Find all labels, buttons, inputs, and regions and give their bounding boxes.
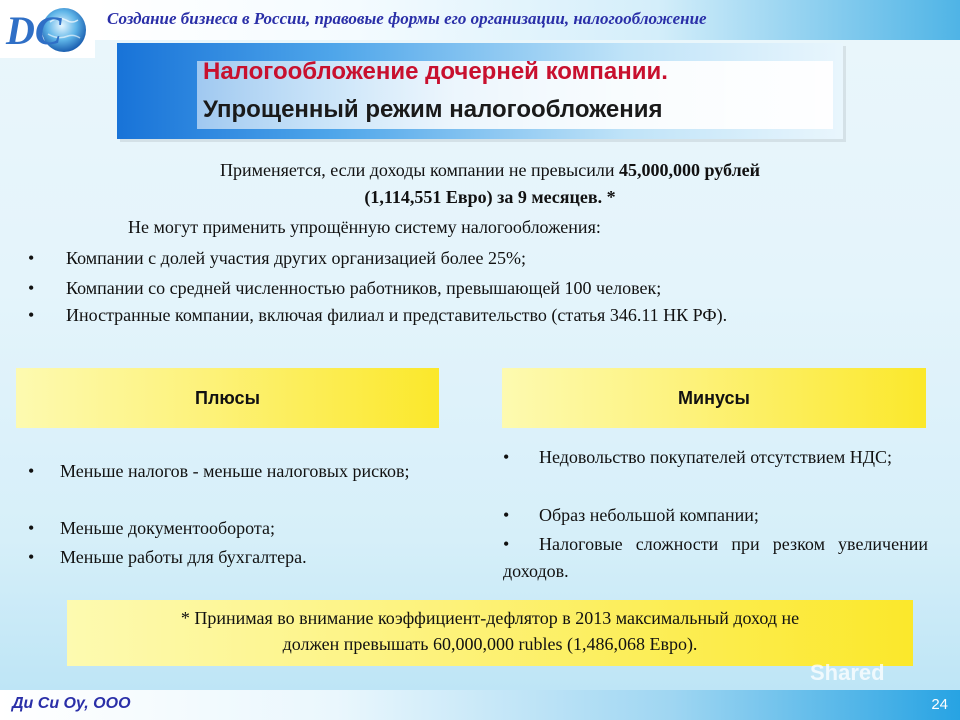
pros-item: • Меньше документооборота;	[28, 518, 275, 538]
footnote-line2: должен превышать 60,000,000 rubles (1,486,068 Евро).	[282, 634, 698, 654]
cons-item: • Образ небольшой компании;	[503, 505, 759, 525]
restriction-heading: Не могут применить упрощённую систему налогообложения:	[128, 217, 601, 237]
list-item: • Компании с долей участия других организацией более 25%;	[28, 248, 526, 268]
slide-title-box	[117, 43, 843, 139]
intro-line2: (1,114,551 Евро) за 9 месяцев. *	[364, 187, 616, 207]
cons-item: • Недовольство покупателей отсутствием НДС;	[503, 447, 893, 467]
list-item: • Компании со средней численностью работников, превышающей 100 человек;	[28, 278, 662, 298]
footnote-line1: * Принимая во внимание коэффициент-дефлятор в 2013 максимальный доход не	[180, 608, 800, 628]
slide-title-line1: Налогообложение дочерней компании.	[203, 58, 668, 85]
slide-title-line2: Упрощенный режим налогообложения	[203, 96, 663, 123]
footer-company: Ди Си Оу, ООО	[12, 695, 131, 712]
company-logo	[0, 0, 95, 58]
cons-item: • Налоговые сложности при резком увеличении доходов.	[503, 534, 928, 581]
pros-header: Плюсы	[16, 368, 439, 428]
intro-line1: Применяется, если доходы компании не превысили 45,000,000 рублей	[219, 160, 761, 180]
list-item: • Иностранные компании, включая филиал и представительство (статья 346.11 НК РФ).	[28, 305, 728, 325]
watermark: Shared	[810, 660, 885, 685]
pros-item: • Меньше работы для бухгалтера.	[28, 547, 307, 567]
cons-header: Минусы	[502, 368, 926, 428]
footnote-box	[67, 600, 913, 666]
footer-bar	[0, 690, 960, 720]
svg-text:DC: DC	[6, 8, 62, 53]
header-bar	[95, 0, 960, 40]
page-number: 24	[931, 696, 948, 713]
pros-item: • Меньше налогов - меньше налоговых рисков;	[28, 461, 410, 481]
header-title: Создание бизнеса в России, правовые формы его организации, налогообложение	[107, 9, 707, 28]
